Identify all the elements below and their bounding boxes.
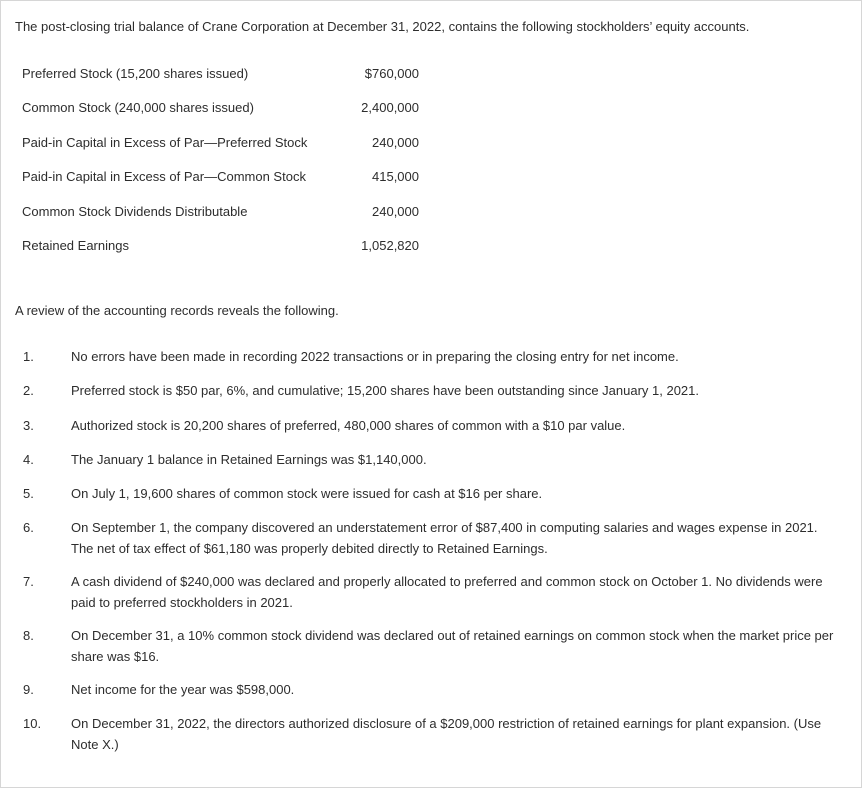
item-number: 5. bbox=[23, 486, 34, 501]
account-amount: 2,400,000 bbox=[361, 100, 419, 116]
item-text: The January 1 balance in Retained Earnings was $1,140,000. bbox=[71, 452, 427, 467]
account-name: Common Stock (240,000 shares issued) bbox=[22, 100, 254, 116]
account-name: Retained Earnings bbox=[22, 237, 129, 253]
item-text: No errors have been made in recording 2022 transactions or in preparing the closing entry for net income. bbox=[71, 349, 679, 364]
account-amount: 240,000 bbox=[372, 203, 419, 219]
account-amount: 240,000 bbox=[372, 134, 419, 150]
account-row bbox=[22, 99, 422, 133]
item-text: On September 1, the company discovered an understatement error of $87,400 in computing salaries and wages expense in 2021. The net of tax effect of $61,180 was properly debited directly to Retained Earnings. bbox=[71, 520, 818, 556]
account-row bbox=[22, 203, 422, 237]
item-number: 7. bbox=[23, 574, 34, 589]
item-text: On December 31, a 10% common stock dividend was declared out of retained earnings on common stock when the market price per share was $16. bbox=[71, 628, 834, 664]
account-amount: 1,052,820 bbox=[361, 237, 419, 253]
item-number: 10. bbox=[23, 716, 42, 731]
account-row bbox=[22, 134, 422, 168]
item-text: On July 1, 19,600 shares of common stock were issued for cash at $16 per share. bbox=[71, 486, 543, 501]
item-text: A cash dividend of $240,000 was declared and properly allocated to preferred and common stock on October 1. No dividends were paid to preferred stockholders in 2021. bbox=[71, 574, 823, 610]
intro-text: The post-closing trial balance of Crane Corporation at December 31, 2022, contains the following stockholders’ equity accounts. bbox=[15, 19, 750, 34]
item-number: 4. bbox=[23, 452, 34, 467]
item-number: 9. bbox=[23, 682, 34, 697]
review-text: A review of the accounting records reveals the following. bbox=[15, 303, 339, 318]
account-amount: 415,000 bbox=[372, 169, 419, 185]
account-name: Common Stock Dividends Distributable bbox=[22, 203, 248, 219]
item-text: Preferred stock is $50 par, 6%, and cumulative; 15,200 shares have been outstanding since January 1, 2021. bbox=[71, 383, 700, 398]
item-text: Authorized stock is 20,200 shares of preferred, 480,000 shares of common with a $10 par value. bbox=[71, 418, 626, 433]
account-row bbox=[22, 65, 422, 99]
item-number: 8. bbox=[23, 628, 34, 643]
item-number: 3. bbox=[23, 418, 34, 433]
item-number: 6. bbox=[23, 520, 34, 535]
item-text: Net income for the year was $598,000. bbox=[71, 682, 295, 697]
account-row bbox=[22, 168, 422, 202]
account-row bbox=[22, 237, 422, 271]
account-amount: $760,000 bbox=[364, 66, 419, 81]
item-number: 2. bbox=[23, 383, 34, 398]
equity-accounts-table bbox=[22, 65, 422, 271]
account-name: Paid-in Capital in Excess of Par—Preferred Stock bbox=[22, 134, 308, 150]
account-name: Paid-in Capital in Excess of Par—Common Stock bbox=[22, 169, 306, 185]
item-number: 1. bbox=[23, 349, 34, 364]
item-text: On December 31, 2022, the directors authorized disclosure of a $209,000 restriction of retained earnings for plant expansion. (Use Note X.) bbox=[71, 716, 822, 752]
account-name: Preferred Stock (15,200 shares issued) bbox=[22, 66, 249, 81]
